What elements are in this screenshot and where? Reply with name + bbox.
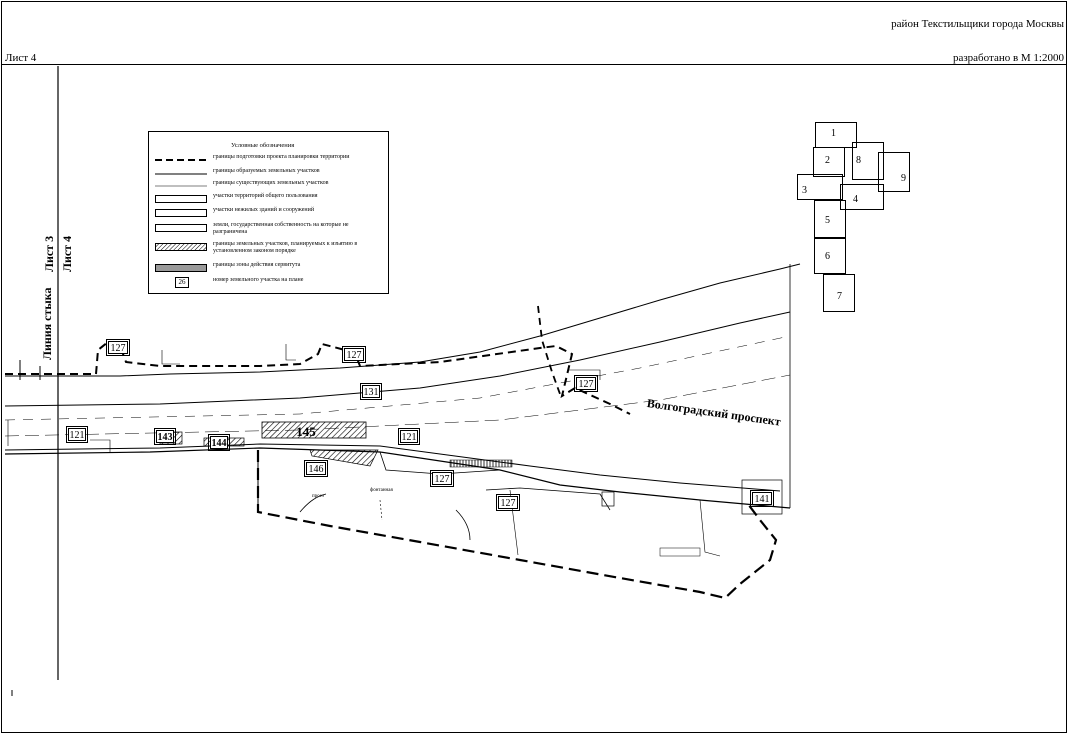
legend-item <box>155 168 385 178</box>
key-sheet-cell[interactable]: 8 <box>852 142 884 180</box>
legend-item <box>155 241 385 254</box>
number-box-sample: 26 <box>175 277 189 288</box>
hatched-box-symbol <box>155 243 207 251</box>
parcel-number: 127 <box>432 472 452 485</box>
key-sheet-cell[interactable]: 6 <box>814 238 846 274</box>
seam-label: Линия стыка <box>40 287 54 360</box>
key-sheet-cell[interactable]: 1 <box>815 122 857 148</box>
legend-item <box>155 222 385 235</box>
district-title: район Текстильщики города Москвы <box>891 18 1064 30</box>
box-symbol <box>155 224 207 232</box>
box-symbol <box>155 209 207 217</box>
legend-item <box>155 207 385 217</box>
parcel-number: 145 <box>296 424 316 439</box>
legend-text: границы зоны действия сервитута <box>213 262 301 268</box>
line-symbol <box>155 182 207 190</box>
project-boundary-north <box>5 342 630 414</box>
parcel-number: 127 <box>108 341 128 354</box>
parcel-number: 127 <box>498 496 518 509</box>
box-symbol <box>155 195 207 203</box>
key-sheet-cell[interactable]: 9 <box>878 152 910 192</box>
map-small-label: проез <box>312 494 324 499</box>
parcel-number: 146 <box>306 462 326 475</box>
line-symbol <box>155 170 207 178</box>
legend-text: границы образуемых земельных участков <box>213 168 320 174</box>
road-carriageway-lower <box>5 444 780 491</box>
legend-text: номер земельного участка на плане <box>213 277 304 283</box>
legend-item <box>155 180 385 190</box>
legend-text: границы существующих земельных участков <box>213 180 329 186</box>
road-carriageway-upper <box>5 312 790 406</box>
project-boundary-east <box>538 306 560 394</box>
parcel-number: 121 <box>69 430 85 441</box>
key-sheet-cell[interactable]: 4 <box>840 184 884 210</box>
parcel-number: 143 <box>157 432 173 443</box>
parcel-number: 144 <box>211 438 227 449</box>
scale-label: разработано в М 1:2000 <box>952 52 1064 64</box>
legend-text: земли, государственная собственность на которые не разграничена <box>213 222 349 235</box>
road-edge-lower <box>5 448 790 508</box>
key-sheet-cell[interactable]: 2 <box>813 147 845 177</box>
legend-text: границы земельных участков, планируемых к изъятию в установленном законом порядке <box>213 241 358 254</box>
key-sheet-cell[interactable]: 5 <box>814 200 846 238</box>
street-label: Волгоградский проспект <box>646 396 782 429</box>
legend-item <box>155 262 385 272</box>
legend <box>148 131 389 294</box>
legend-text: границы подготовки проекта планировки территории <box>213 154 350 160</box>
parcel-number: 127 <box>576 377 596 390</box>
parcel-number: 131 <box>363 387 379 398</box>
project-boundary-south <box>258 450 776 598</box>
map-small-label: фонтанная <box>370 488 393 493</box>
legend-item <box>155 277 385 287</box>
legend-title: Условные обозначения <box>231 142 295 149</box>
key-sheet-cell[interactable]: 3 <box>797 174 843 200</box>
legend-item <box>155 193 385 203</box>
parcel-number: 141 <box>752 492 772 505</box>
parcel-number: 127 <box>344 348 364 361</box>
sheet-right-label: Лист 4 <box>60 235 74 272</box>
sheet-left-label: Лист 3 <box>42 235 56 272</box>
legend-item <box>155 154 385 164</box>
legend-text: участки территорий общего пользования <box>213 193 318 199</box>
parcel-number: 121 <box>401 432 417 443</box>
key-sheet-cell[interactable]: 7 <box>823 274 855 312</box>
sheet-number: Лист 4 <box>5 52 37 64</box>
legend-text: участки нежилых зданий и сооружений <box>213 207 315 213</box>
vertical-hatch-symbol <box>155 264 207 272</box>
road-edge-upper <box>5 264 800 376</box>
dashed-line-symbol <box>155 156 207 164</box>
